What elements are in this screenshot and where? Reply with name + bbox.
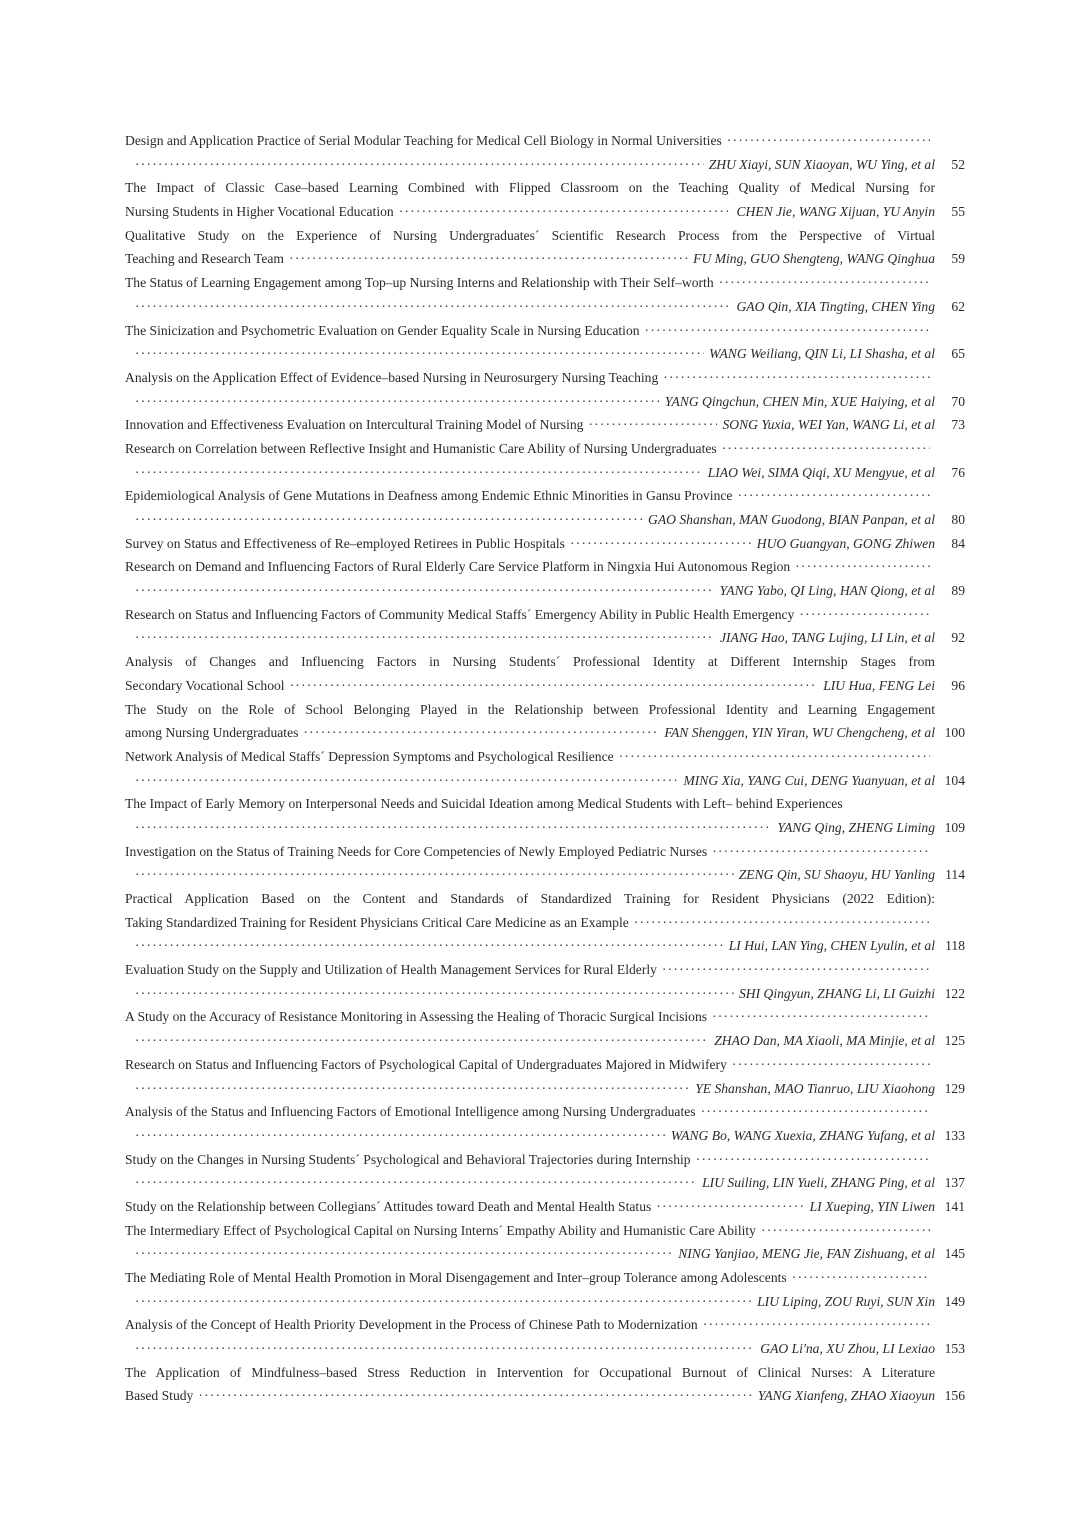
entry-page-number: 80 <box>951 512 965 527</box>
toc-entry[interactable] <box>125 319 965 366</box>
leader-dots <box>656 1195 804 1219</box>
leader-dots <box>761 1219 930 1243</box>
entry-title-line: Study on the Relationship between Collegians´ Attitudes toward Death and Mental Health Status <box>125 1198 652 1214</box>
entry-title-line: Analysis of the Concept of Health Priority Development in the Process of Chinese Path to Modernization <box>125 1317 698 1333</box>
entry-page-number: 96 <box>951 677 965 693</box>
entry-title-line: Research on Status and Influencing Factors of Psychological Capital of Undergraduates Majored in Midwifery <box>125 1056 727 1072</box>
entry-authors: YANG Qingchun, CHEN Min, XUE Haiying, et al <box>664 393 935 409</box>
toc-entry[interactable] <box>125 650 965 697</box>
entry-title-line: Analysis of the Status and Influencing Factors of Emotional Intelligence among Nursing Undergraduates <box>125 1104 696 1120</box>
entry-page-number: 133 <box>944 1127 965 1143</box>
entry-authors: ZHAO Dan, MA Xiaoli, MA Minjie, et al <box>714 1033 935 1049</box>
leader-dots <box>135 1171 697 1195</box>
leader-dots <box>712 840 930 864</box>
entry-title-line: Teaching and Research Team <box>125 251 285 267</box>
entry-page-number: 156 <box>944 1388 965 1404</box>
entry-title-line: The Sinicization and Psychometric Evaluation on Gender Equality Scale in Nursing Education <box>125 322 640 338</box>
leader-dots <box>399 200 732 224</box>
toc-entry[interactable] <box>125 366 965 413</box>
entry-authors: LI Hui, LAN Ying, CHEN Lyulin, et al <box>728 938 935 954</box>
entry-title-line: among Nursing Undergraduates <box>125 725 299 741</box>
entry-page-number: 104 <box>944 772 965 788</box>
leader-dots <box>722 437 930 461</box>
toc-entry[interactable] <box>125 1219 965 1266</box>
toc-entry[interactable] <box>125 792 965 839</box>
leader-dots <box>135 1077 690 1101</box>
leader-dots <box>795 555 930 579</box>
toc-entry[interactable] <box>125 532 965 556</box>
entry-title-line: Analysis of Changes and Influencing Factors in Nursing Students´ Professional Identity at Different Internship Stages from <box>125 654 935 670</box>
leader-dots <box>703 1313 930 1337</box>
entry-page-number: 153 <box>944 1341 965 1357</box>
leader-dots <box>198 1384 752 1408</box>
entry-page-number: 52 <box>951 156 965 172</box>
leader-dots <box>645 319 930 343</box>
entry-authors: YE Shanshan, MAO Tianruo, LIU Xiaohong <box>695 1080 935 1096</box>
entry-authors: FU Ming, GUO Shengteng, WANG Qinghua <box>693 251 935 267</box>
entry-title-line: The Mediating Role of Mental Health Promotion in Moral Disengagement and Inter–group Tolerance among Adolescents <box>125 1270 787 1285</box>
entry-authors: JIANG Hao, TANG Lujing, LI Lin, et al <box>720 630 935 646</box>
entry-authors: LIAO Wei, SIMA Qiqi, XU Mengyue, et al <box>707 464 935 480</box>
toc-entry[interactable] <box>125 129 965 176</box>
entry-title-line: The Intermediary Effect of Psychological Capital on Nursing Interns´ Empathy Ability and Humanistic Care Ability <box>125 1222 756 1238</box>
leader-dots <box>135 508 643 532</box>
leader-dots <box>135 390 660 414</box>
entry-page-number: 118 <box>945 938 965 954</box>
leader-dots <box>135 1242 673 1266</box>
table-of-contents <box>125 129 965 1408</box>
toc-entry[interactable] <box>125 1195 965 1219</box>
leader-dots <box>696 1148 930 1172</box>
entry-title-line: Study on the Changes in Nursing Students´ Psychological and Behavioral Trajectories during Internship <box>125 1151 691 1167</box>
entry-authors: WANG Weiliang, QIN Li, LI Shasha, et al <box>709 346 935 362</box>
entry-authors: SONG Yuxia, WEI Yan, WANG Li, et al <box>722 417 935 433</box>
entry-authors: GAO Li'na, XU Zhou, LI Lexiao <box>760 1341 935 1357</box>
leader-dots <box>619 745 930 769</box>
entry-authors: SHI Qingyun, ZHANG Li, LI Guizhi <box>739 985 935 1001</box>
leader-dots <box>737 484 930 508</box>
entry-page-number: 145 <box>944 1246 965 1262</box>
entry-title-line: Analysis on the Application Effect of Evidence–based Nursing in Neurosurgery Nursing Teaching <box>125 369 659 385</box>
leader-dots <box>135 626 715 650</box>
entry-title-line: Nursing Students in Higher Vocational Education <box>125 204 394 220</box>
entry-title-line: Network Analysis of Medical Staffs´ Depression Symptoms and Psychological Resilience <box>125 748 614 764</box>
leader-dots <box>701 1100 930 1124</box>
leader-dots <box>732 1053 930 1077</box>
entry-title-line: Evaluation Study on the Supply and Utilization of Health Management Services for Rural Elderly <box>125 962 657 978</box>
toc-entry[interactable] <box>125 176 965 223</box>
toc-entry[interactable] <box>125 1361 965 1408</box>
leader-dots <box>135 579 715 603</box>
entry-title-line: The Impact of Classic Case–based Learning Combined with Flipped Classroom on the Teaching Quality of Medical Nursing for <box>125 180 935 196</box>
toc-entry[interactable] <box>125 1266 965 1313</box>
leader-dots <box>135 816 772 840</box>
entry-authors: YANG Xianfeng, ZHAO Xiaoyun <box>757 1388 935 1404</box>
entry-page-number: 62 <box>951 298 965 314</box>
leader-dots <box>634 911 930 935</box>
leader-dots <box>727 129 930 153</box>
entry-title-line: Research on Demand and Influencing Factors of Rural Elderly Care Service Platform in Ningxia Hui Autonomous Region <box>125 559 791 575</box>
leader-dots <box>303 721 659 745</box>
entry-page-number: 141 <box>944 1198 965 1214</box>
entry-authors: ZHU Xiayi, SUN Xiaoyan, WU Ying, et al <box>708 156 935 172</box>
entry-title-line: The Impact of Early Memory on Interpersonal Needs and Suicidal Ideation among Medical Students with Left– behind Experiences <box>125 796 843 812</box>
toc-entry[interactable] <box>125 437 965 484</box>
leader-dots <box>719 271 930 295</box>
entry-page-number: 76 <box>951 464 965 480</box>
entry-page-number: 70 <box>951 393 965 409</box>
entry-page-number: 137 <box>944 1175 965 1191</box>
toc-entry[interactable] <box>125 555 965 602</box>
entry-page-number: 122 <box>944 985 965 1001</box>
entry-authors: GAO Qin, XIA Tingting, CHEN Ying <box>736 298 935 314</box>
entry-authors: YANG Yabo, QI Ling, HAN Qiong, et al <box>719 583 935 599</box>
leader-dots <box>135 153 704 177</box>
leader-dots <box>570 532 752 556</box>
entry-page-number: 100 <box>944 725 965 741</box>
entry-page-number: 92 <box>951 630 965 646</box>
entry-page-number: 125 <box>944 1033 965 1049</box>
entry-title-line: Practical Application Based on the Content and Standards of Standardized Training for Resident Physicians (2022 Edition): <box>125 891 935 906</box>
entry-authors: CHEN Jie, WANG Xijuan, YU Anyin <box>736 204 935 220</box>
entry-page-number: 149 <box>944 1293 965 1309</box>
toc-entry[interactable] <box>125 413 965 437</box>
entry-page-number: 109 <box>944 819 965 835</box>
entry-title-line: Based Study <box>125 1388 194 1404</box>
entry-authors: LIU Liping, ZOU Ruyi, SUN Xin <box>757 1293 935 1309</box>
entry-title-line: A Study on the Accuracy of Resistance Monitoring in Assessing the Healing of Thoracic Surgical Incisions <box>125 1009 708 1025</box>
leader-dots <box>663 366 930 390</box>
leader-dots <box>135 769 678 793</box>
toc-entry[interactable] <box>125 887 965 958</box>
leader-dots <box>135 461 703 485</box>
leader-dots <box>289 247 688 271</box>
leader-dots <box>290 674 819 698</box>
entry-title-line: The Study on the Role of School Belonging Played in the Relationship between Professional Identity and Learning Engagement <box>125 701 935 717</box>
entry-title-line: The Application of Mindfulness–based Stress Reduction in Intervention for Occupational Burnout of Clinical Nurses: A Literature <box>125 1364 935 1380</box>
entry-title-line: Secondary Vocational School <box>125 677 285 693</box>
entry-page-number: 129 <box>944 1080 965 1096</box>
entry-authors: LIU Hua, FENG Lei <box>823 677 935 693</box>
entry-authors: LI Xueping, YIN Liwen <box>809 1198 935 1214</box>
toc-entry[interactable] <box>125 745 965 792</box>
leader-dots <box>135 1290 752 1314</box>
toc-entry[interactable] <box>125 1100 965 1147</box>
toc-entry[interactable] <box>125 224 965 271</box>
leader-dots <box>135 934 724 958</box>
entry-authors: NING Yanjiao, MENG Jie, FAN Zishuang, et al <box>678 1246 935 1262</box>
leader-dots <box>135 863 734 887</box>
leader-dots <box>588 413 717 437</box>
entry-title-line: Epidemiological Analysis of Gene Mutations in Deafness among Endemic Ethnic Minorities in Gansu Province <box>125 488 733 504</box>
entry-title-line: Design and Application Practice of Serial Modular Teaching for Medical Cell Biology in Normal Universities <box>125 133 722 148</box>
leader-dots <box>662 958 930 982</box>
leader-dots <box>135 1029 709 1053</box>
entry-authors: ZENG Qin, SU Shaoyu, HU Yanling <box>738 867 935 883</box>
leader-dots <box>135 1337 755 1361</box>
entry-title-line: The Status of Learning Engagement among Top–up Nursing Interns and Relationship with Their Self–worth <box>125 275 714 291</box>
entry-title-line: Survey on Status and Effectiveness of Re–employed Retirees in Public Hospitals <box>125 535 565 551</box>
toc-entry[interactable] <box>125 1005 965 1052</box>
leader-dots <box>135 982 734 1006</box>
toc-entry[interactable] <box>125 840 965 887</box>
entry-authors: YANG Qing, ZHENG Liming <box>777 819 935 835</box>
toc-entry[interactable] <box>125 958 965 1005</box>
toc-entry[interactable] <box>125 1148 965 1195</box>
leader-dots <box>712 1005 930 1029</box>
leader-dots <box>792 1266 930 1290</box>
leader-dots <box>799 603 930 627</box>
entry-title-line: Research on Correlation between Reflective Insight and Humanistic Care Ability of Nursing Undergraduates <box>125 440 717 456</box>
entry-title-line: Innovation and Effectiveness Evaluation on Intercultural Training Model of Nursing <box>125 417 584 433</box>
toc-entry[interactable] <box>125 698 965 745</box>
entry-page-number: 89 <box>951 583 965 599</box>
entry-authors: LIU Suiling, LIN Yueli, ZHANG Ping, et al <box>702 1175 935 1191</box>
entry-authors: WANG Bo, WANG Xuexia, ZHANG Yufang, et al <box>670 1127 935 1143</box>
entry-title-line: Qualitative Study on the Experience of Nursing Undergraduates´ Scientific Research Process from the Perspective of Virtual <box>125 227 935 243</box>
entry-page-number: 55 <box>951 204 965 220</box>
entry-page-number: 59 <box>951 251 965 267</box>
entry-page-number: 84 <box>951 535 965 551</box>
toc-entry[interactable] <box>125 603 965 650</box>
entry-title-line: Research on Status and Influencing Factors of Community Medical Staffs´ Emergency Ability in Public Health Emergency <box>125 606 795 622</box>
leader-dots <box>135 1124 666 1148</box>
toc-entry[interactable] <box>125 1053 965 1100</box>
entry-page-number: 65 <box>951 346 965 362</box>
entry-page-number: 73 <box>951 417 965 433</box>
entry-authors: FAN Shenggen, YIN Yiran, WU Chengcheng, et al <box>664 725 935 741</box>
entry-authors: MING Xia, YANG Cui, DENG Yuanyuan, et al <box>683 772 935 788</box>
entry-title-line: Taking Standardized Training for Resident Physicians Critical Care Medicine as an Example <box>125 914 629 930</box>
leader-dots <box>135 295 731 319</box>
entry-page-number: 114 <box>945 867 965 883</box>
entry-authors: GAO Shanshan, MAN Guodong, BIAN Panpan, et al <box>648 512 935 527</box>
leader-dots <box>135 342 704 366</box>
toc-entry[interactable] <box>125 484 965 531</box>
toc-entry[interactable] <box>125 271 965 318</box>
entry-authors: HUO Guangyan, GONG Zhiwen <box>756 535 935 551</box>
toc-entry[interactable] <box>125 1313 965 1360</box>
entry-title-line: Investigation on the Status of Training Needs for Core Competencies of Newly Employed Pediatric Nurses <box>125 843 708 859</box>
